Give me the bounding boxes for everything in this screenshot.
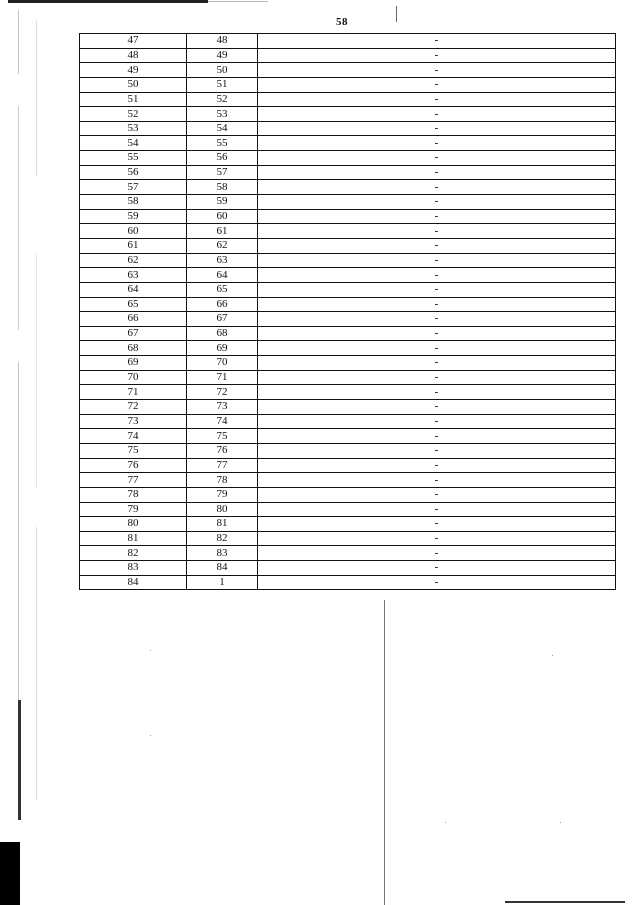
cell-to: 69 — [187, 341, 258, 356]
cell-from: 55 — [80, 151, 187, 166]
cell-value: - — [258, 268, 616, 283]
table-row — [80, 195, 616, 210]
cell-from: 72 — [80, 400, 187, 415]
table-row — [80, 561, 616, 576]
cell-to: 78 — [187, 473, 258, 488]
table-row — [80, 370, 616, 385]
cell-from: 75 — [80, 443, 187, 458]
cell-value: - — [258, 282, 616, 297]
data-table-container — [79, 33, 615, 590]
table-row — [80, 34, 616, 49]
table-row — [80, 209, 616, 224]
cell-to: 71 — [187, 370, 258, 385]
cell-from: 52 — [80, 107, 187, 122]
cell-to: 75 — [187, 429, 258, 444]
cell-to: 83 — [187, 546, 258, 561]
scan-top-rule-faint — [208, 1, 268, 2]
cell-value: - — [258, 487, 616, 502]
cell-to: 55 — [187, 136, 258, 151]
cell-value: - — [258, 473, 616, 488]
scan-speck — [552, 655, 553, 656]
data-table-body — [80, 34, 616, 590]
cell-to: 74 — [187, 414, 258, 429]
cell-from: 80 — [80, 517, 187, 532]
cell-from: 49 — [80, 63, 187, 78]
cell-value: - — [258, 180, 616, 195]
cell-value: - — [258, 253, 616, 268]
cell-value: - — [258, 297, 616, 312]
cell-value: - — [258, 92, 616, 107]
cell-value: - — [258, 443, 616, 458]
table-row — [80, 92, 616, 107]
cell-to: 82 — [187, 531, 258, 546]
table-row — [80, 136, 616, 151]
cell-to: 51 — [187, 77, 258, 92]
scan-speck — [445, 822, 446, 823]
cell-value: - — [258, 341, 616, 356]
scan-speck — [150, 735, 151, 736]
cell-to: 49 — [187, 48, 258, 63]
cell-to: 79 — [187, 487, 258, 502]
table-row — [80, 487, 616, 502]
cell-to: 48 — [187, 34, 258, 49]
table-row — [80, 414, 616, 429]
cell-to: 81 — [187, 517, 258, 532]
cell-value: - — [258, 151, 616, 166]
cell-from: 58 — [80, 195, 187, 210]
cell-from: 50 — [80, 77, 187, 92]
cell-value: - — [258, 356, 616, 371]
cell-to: 63 — [187, 253, 258, 268]
cell-value: - — [258, 136, 616, 151]
table-row — [80, 517, 616, 532]
table-row — [80, 341, 616, 356]
cell-from: 66 — [80, 312, 187, 327]
table-row — [80, 224, 616, 239]
page-number: 58 — [336, 16, 348, 28]
cell-to: 70 — [187, 356, 258, 371]
cell-value: - — [258, 385, 616, 400]
cell-from: 69 — [80, 356, 187, 371]
cell-to: 72 — [187, 385, 258, 400]
cell-to: 66 — [187, 297, 258, 312]
cell-to: 68 — [187, 326, 258, 341]
scan-top-tick — [396, 6, 397, 22]
table-row — [80, 356, 616, 371]
table-row — [80, 400, 616, 415]
cell-value: - — [258, 429, 616, 444]
cell-value: - — [258, 238, 616, 253]
table-row — [80, 429, 616, 444]
cell-to: 73 — [187, 400, 258, 415]
cell-value: - — [258, 312, 616, 327]
cell-value: - — [258, 48, 616, 63]
scan-left-bar — [18, 700, 21, 820]
cell-value: - — [258, 121, 616, 136]
cell-from: 68 — [80, 341, 187, 356]
cell-to: 50 — [187, 63, 258, 78]
cell-value: - — [258, 458, 616, 473]
scan-speck — [150, 650, 151, 651]
cell-from: 78 — [80, 487, 187, 502]
cell-value: - — [258, 165, 616, 180]
cell-to: 60 — [187, 209, 258, 224]
cell-value: - — [258, 575, 616, 590]
cell-value: - — [258, 326, 616, 341]
cell-value: - — [258, 195, 616, 210]
cell-value: - — [258, 561, 616, 576]
cell-from: 84 — [80, 575, 187, 590]
cell-value: - — [258, 77, 616, 92]
cell-to: 67 — [187, 312, 258, 327]
cell-to: 76 — [187, 443, 258, 458]
scan-black-block — [0, 842, 20, 905]
table-row — [80, 297, 616, 312]
table-row — [80, 326, 616, 341]
table-row — [80, 531, 616, 546]
cell-from: 83 — [80, 561, 187, 576]
cell-from: 51 — [80, 92, 187, 107]
table-row — [80, 165, 616, 180]
table-row — [80, 253, 616, 268]
cell-value: - — [258, 517, 616, 532]
cell-to: 53 — [187, 107, 258, 122]
table-row — [80, 107, 616, 122]
cell-to: 52 — [187, 92, 258, 107]
cell-value: - — [258, 370, 616, 385]
cell-to: 80 — [187, 502, 258, 517]
cell-value: - — [258, 63, 616, 78]
cell-from: 67 — [80, 326, 187, 341]
table-row — [80, 48, 616, 63]
cell-from: 48 — [80, 48, 187, 63]
cell-from: 57 — [80, 180, 187, 195]
cell-from: 56 — [80, 165, 187, 180]
table-row — [80, 268, 616, 283]
scan-vertical-line — [384, 600, 385, 905]
cell-to: 57 — [187, 165, 258, 180]
cell-from: 71 — [80, 385, 187, 400]
cell-from: 53 — [80, 121, 187, 136]
table-row — [80, 77, 616, 92]
scan-left-edge-secondary — [36, 20, 37, 800]
table-row — [80, 180, 616, 195]
data-table — [79, 33, 616, 590]
cell-to: 1 — [187, 575, 258, 590]
cell-from: 79 — [80, 502, 187, 517]
cell-from: 54 — [80, 136, 187, 151]
cell-to: 65 — [187, 282, 258, 297]
scan-speck — [560, 822, 561, 823]
cell-from: 59 — [80, 209, 187, 224]
cell-from: 64 — [80, 282, 187, 297]
table-row — [80, 282, 616, 297]
table-row — [80, 121, 616, 136]
cell-value: - — [258, 414, 616, 429]
cell-to: 84 — [187, 561, 258, 576]
cell-from: 81 — [80, 531, 187, 546]
cell-from: 82 — [80, 546, 187, 561]
cell-from: 62 — [80, 253, 187, 268]
cell-to: 58 — [187, 180, 258, 195]
table-row — [80, 575, 616, 590]
cell-value: - — [258, 531, 616, 546]
scan-top-rule — [8, 0, 208, 3]
cell-value: - — [258, 400, 616, 415]
cell-value: - — [258, 209, 616, 224]
cell-value: - — [258, 224, 616, 239]
cell-from: 76 — [80, 458, 187, 473]
table-row — [80, 546, 616, 561]
cell-from: 61 — [80, 238, 187, 253]
cell-from: 74 — [80, 429, 187, 444]
scan-left-edge — [18, 10, 19, 810]
cell-value: - — [258, 34, 616, 49]
table-row — [80, 443, 616, 458]
cell-from: 60 — [80, 224, 187, 239]
cell-to: 77 — [187, 458, 258, 473]
cell-to: 59 — [187, 195, 258, 210]
table-row — [80, 473, 616, 488]
cell-to: 56 — [187, 151, 258, 166]
cell-value: - — [258, 546, 616, 561]
table-row — [80, 502, 616, 517]
cell-from: 73 — [80, 414, 187, 429]
cell-from: 63 — [80, 268, 187, 283]
table-row — [80, 458, 616, 473]
cell-from: 77 — [80, 473, 187, 488]
cell-value: - — [258, 107, 616, 122]
cell-from: 47 — [80, 34, 187, 49]
cell-to: 62 — [187, 238, 258, 253]
table-row — [80, 63, 616, 78]
table-row — [80, 151, 616, 166]
cell-to: 64 — [187, 268, 258, 283]
cell-to: 54 — [187, 121, 258, 136]
cell-to: 61 — [187, 224, 258, 239]
scan-bottom-rule — [505, 901, 625, 903]
table-row — [80, 312, 616, 327]
table-row — [80, 385, 616, 400]
table-row — [80, 238, 616, 253]
cell-from: 70 — [80, 370, 187, 385]
cell-from: 65 — [80, 297, 187, 312]
cell-value: - — [258, 502, 616, 517]
